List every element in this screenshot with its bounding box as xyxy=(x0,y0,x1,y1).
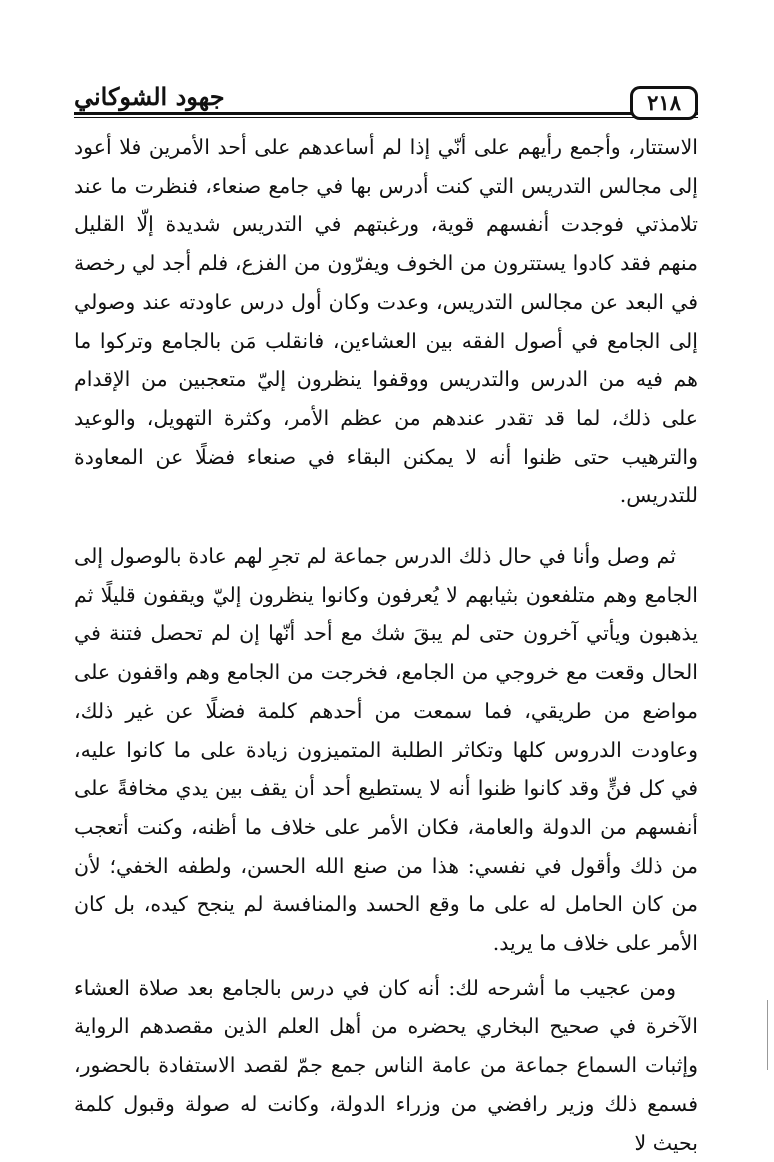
header-rule xyxy=(74,112,698,115)
paragraph-2: ثم وصل وأنا في حال ذلك الدرس جماعة لم تجرِ لهم عادة بالوصول إلى الجامع وهم متلفعون بثيابهم لا يُعرفون وكانوا ينظرون إليّ ويقفون قليلًا ثم يذهبون ويأتي آخرون حتى لم يبقَ شك مع أحد أنّها إن لم تحصل فتنة في الحال وقعت مع خروجي من الجامع، فخرجت من الجامع وهم واقفون على مواضع من طريقي، فما سمعت من أحدهم كلمة فضلًا عن غير ذلك، وعاودت الدروس كلها وتكاثر الطلبة المتميزون زيادة على ما كانوا عليه، في كل فنٍّ وقد كانوا ظنوا أنه لا يستطيع أحد أن يقف بين يدي مخافةً على أنفسهم من الدولة والعامة، فكان الأمر على خلاف ما أظنه، وكنت أتعجب من ذلك وأقول في نفسي: هذا من صنع الله الحسن، ولطفه الخفي؛ لأن من كان الحامل له على ما وقع الحسد والمنافسة لم ينجح كيده، بل كان الأمر على خلاف ما يريد. xyxy=(74,544,698,956)
page-number: ٢١٨ xyxy=(630,86,698,120)
scan-edge-mark xyxy=(767,1000,768,1070)
paragraph-3: ومن عجيب ما أشرحه لك: أنه كان في درس بالجامع بعد صلاة العشاء الآخرة في صحيح البخاري يحضره من أهل العلم الذين مقصدهم الرواية وإثبات السماع جماعة من عامة الناس جمع جمّ لقصد الاستفادة بالحضور، فسمع ذلك وزير رافضي من وزراء الدولة، وكانت له صولة وقبول كلمة بحيث لا xyxy=(74,975,698,1155)
paragraph-1: الاستتار، وأجمع رأيهم على أنّي إذا لم أساعدهم على أحد الأمرين فلا أعود إلى مجالس التدريس التي كنت أدرس بها في جامع صنعاء، فنظرت ما عند تلامذتي فوجدت أنفسهم قوية، ورغبتهم في التدريس شديدة إلّا القليل منهم فقد كادوا يستترون من الخوف ويفرّون من الفزع، فلم أجد لي رخصة في البعد عن مجالس التدريس، وعدت وكان أول درس عاودته عند وصولي إلى الجامع في أصول الفقه بين العشاءين، فانقلب مَن بالجامع وتركوا ما هم فيه من الدرس والتدريس ووقفوا ينظرون إليّ متعجبين من الإقدام على ذلك، لما قد تقدر عندهم من عظم الأمر، وكثرة التهويل، والوعيد والترهيب حتى ظنوا أنه لا يمكنن البقاء في صنعاء فضلًا عن المعاودة للتدريس. xyxy=(74,135,698,508)
page-header xyxy=(74,76,698,120)
book-title: جهود الشوكاني xyxy=(74,82,233,111)
header-rule-thin xyxy=(74,117,698,118)
page-body xyxy=(74,128,698,1162)
